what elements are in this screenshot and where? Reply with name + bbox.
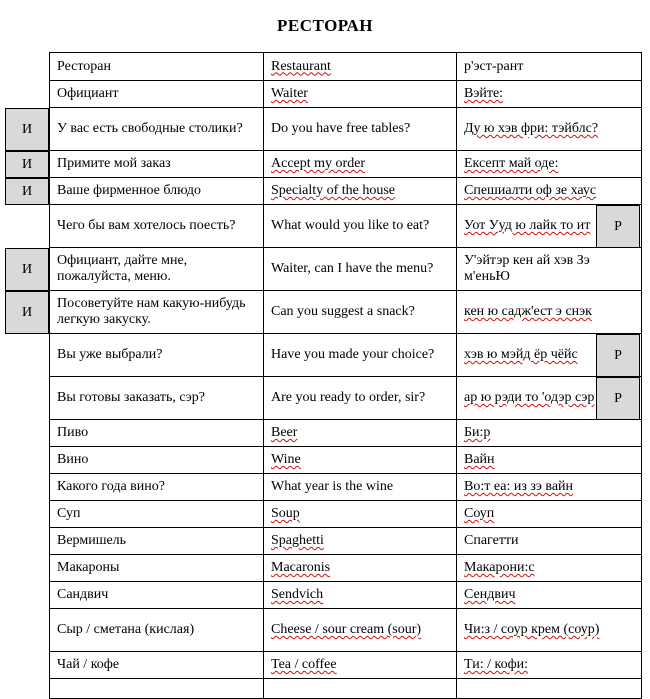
table-row bbox=[50, 501, 642, 528]
transcription-cell: Соуп bbox=[457, 501, 642, 528]
russian-cell: Чего бы вам хотелось поесть? bbox=[50, 205, 264, 248]
table-row bbox=[50, 528, 642, 555]
marker-left: И bbox=[5, 151, 49, 178]
russian-cell: У вас есть свободные столики? bbox=[50, 108, 264, 151]
english-cell: Are you ready to order, sir? bbox=[264, 377, 457, 420]
english-cell: Wine bbox=[264, 447, 457, 474]
english-cell: Do you have free tables? bbox=[264, 108, 457, 151]
english-cell: Soup bbox=[264, 501, 457, 528]
table-row bbox=[50, 53, 642, 81]
table-row bbox=[50, 582, 642, 609]
transcription-cell: Во:т еа: из зэ вайн bbox=[457, 474, 642, 501]
russian-cell: Вино bbox=[50, 447, 264, 474]
table-row bbox=[50, 81, 642, 108]
english-cell: Cheese / sour cream (sour) bbox=[264, 609, 457, 652]
marker-left: И bbox=[5, 248, 49, 291]
table-row bbox=[50, 474, 642, 501]
russian-cell: Официант, дайте мне, пожалуйста, меню. bbox=[50, 248, 264, 291]
english-cell: Waiter, can I have the menu? bbox=[264, 248, 457, 291]
empty-cell bbox=[264, 679, 457, 699]
table-row bbox=[50, 447, 642, 474]
table-row bbox=[50, 679, 642, 699]
marker-right: Р bbox=[596, 377, 640, 420]
english-cell: Macaronis bbox=[264, 555, 457, 582]
russian-cell: Официант bbox=[50, 81, 264, 108]
russian-cell: Чай / кофе bbox=[50, 652, 264, 679]
russian-cell: Посоветуйте нам какую-нибудь легкую закуску. bbox=[50, 291, 264, 334]
transcription-cell: Чи:з / соур крем (соур) bbox=[457, 609, 642, 652]
russian-cell: Вермишель bbox=[50, 528, 264, 555]
transcription-cell: Уот Ууд ю лайк то ит bbox=[457, 205, 642, 248]
table-row bbox=[50, 291, 642, 334]
page-title: РЕСТОРАН bbox=[276, 16, 374, 35]
transcription-cell: хэв ю мэйд ёр чёйс bbox=[457, 334, 642, 377]
english-cell: Restaurant bbox=[264, 53, 457, 81]
table-row bbox=[50, 108, 642, 151]
transcription-cell: Макарони:с bbox=[457, 555, 642, 582]
table-row bbox=[50, 652, 642, 679]
table-row bbox=[50, 334, 642, 377]
transcription-cell: Спешиалти оф зе хаус bbox=[457, 178, 642, 205]
table-row bbox=[50, 248, 642, 291]
table-row bbox=[50, 151, 642, 178]
transcription-cell: Ду ю хэв фри: тэйблс? bbox=[457, 108, 642, 151]
transcription-cell: Би:р bbox=[457, 420, 642, 447]
table-row bbox=[50, 205, 642, 248]
transcription-cell: Вайн bbox=[457, 447, 642, 474]
transcription-cell: р'эст-рант bbox=[457, 53, 642, 81]
russian-cell: Сандвич bbox=[50, 582, 264, 609]
russian-cell: Вы готовы заказать, сэр? bbox=[50, 377, 264, 420]
russian-cell: Примите мой заказ bbox=[50, 151, 264, 178]
marker-right: Р bbox=[596, 205, 640, 248]
english-cell: What would you like to eat? bbox=[264, 205, 457, 248]
english-cell: Spaghetti bbox=[264, 528, 457, 555]
english-cell: What year is the wine bbox=[264, 474, 457, 501]
transcription-cell: Ексепт май оде: bbox=[457, 151, 642, 178]
english-cell: Tea / coffee bbox=[264, 652, 457, 679]
english-cell: Sendvich bbox=[264, 582, 457, 609]
transcription-cell: кен ю садж'ест э снэк bbox=[457, 291, 642, 334]
russian-cell: Суп bbox=[50, 501, 264, 528]
marker-right: Р bbox=[596, 334, 640, 377]
english-cell: Waiter bbox=[264, 81, 457, 108]
english-cell: Specialty of the house bbox=[264, 178, 457, 205]
english-cell: Can you suggest a snack? bbox=[264, 291, 457, 334]
russian-cell: Ваше фирменное блюдо bbox=[50, 178, 264, 205]
russian-cell: Вы уже выбрали? bbox=[50, 334, 264, 377]
table-row bbox=[50, 377, 642, 420]
russian-cell: Пиво bbox=[50, 420, 264, 447]
empty-cell bbox=[457, 679, 642, 699]
transcription-cell: Спагетти bbox=[457, 528, 642, 555]
transcription-cell: Ти: / кофи: bbox=[457, 652, 642, 679]
transcription-cell: У'эйтэр кен ай хэв Зэ м'еньЮ bbox=[457, 248, 642, 291]
table-row bbox=[50, 555, 642, 582]
marker-left: И bbox=[5, 291, 49, 334]
marker-left: И bbox=[5, 178, 49, 205]
russian-cell: Какого года вино? bbox=[50, 474, 264, 501]
marker-left: И bbox=[5, 108, 49, 151]
russian-cell: Ресторан bbox=[50, 53, 264, 81]
english-cell: Have you made your choice? bbox=[264, 334, 457, 377]
russian-cell: Сыр / сметана (кислая) bbox=[50, 609, 264, 652]
russian-cell: Макароны bbox=[50, 555, 264, 582]
english-cell: Beer bbox=[264, 420, 457, 447]
table-row bbox=[50, 178, 642, 205]
english-cell: Accept my order bbox=[264, 151, 457, 178]
transcription-cell: ар ю рэди то 'одэр сэр bbox=[457, 377, 642, 420]
phrase-table bbox=[49, 52, 642, 699]
transcription-cell: Сендвич bbox=[457, 582, 642, 609]
empty-cell bbox=[50, 679, 264, 699]
table-row bbox=[50, 609, 642, 652]
table-row bbox=[50, 420, 642, 447]
transcription-cell: Вэйте: bbox=[457, 81, 642, 108]
